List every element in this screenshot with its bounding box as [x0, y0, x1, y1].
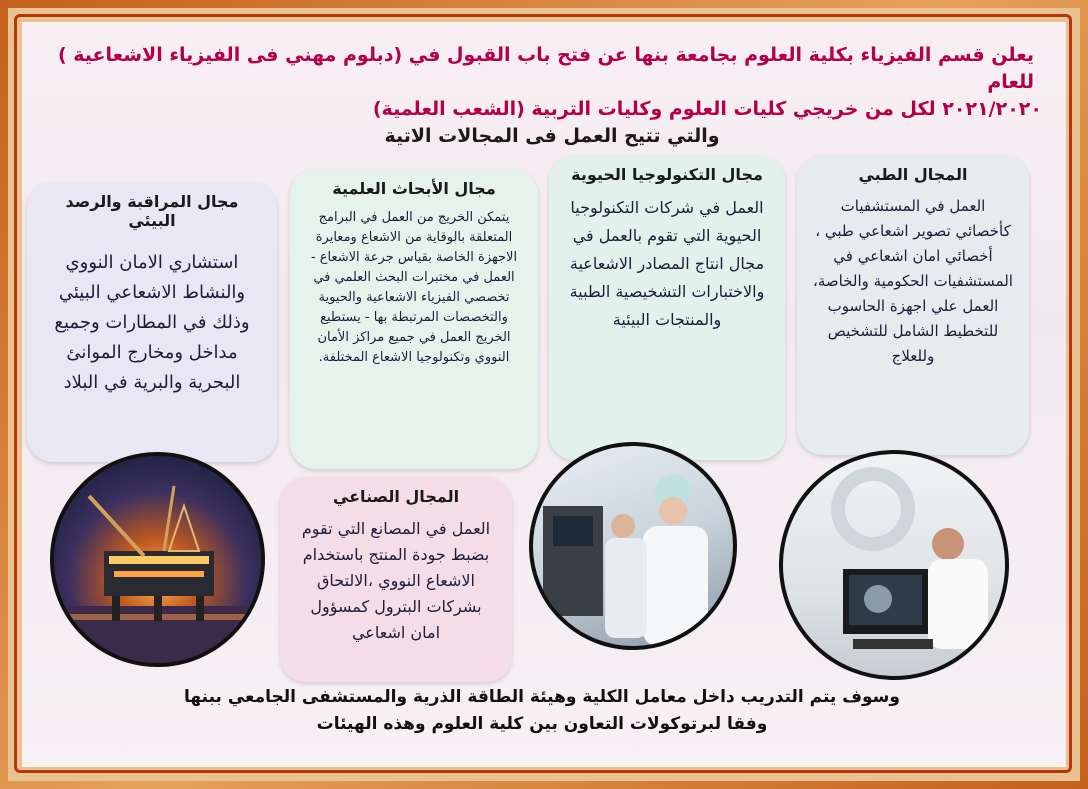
research-field-body: يتمكن الخريج من العمل في البرامج المتعلقة بالوقاية من الاشعاع ومعايرة الاجهزة الخاصة بقياس جرعة الاشعاع - العمل في مختبرات البحث العلمي في تخصصي الفيزياء الاشعاعية والحيوية والتخصصات المرتبطة بها - يستطيع الخريج العمل في جميع مراكز الأمان النووي وتكنولوجيا الاشعاع المختلفة. [310, 210, 518, 365]
biotech-field-body: العمل في شركات التكنولوجيا الحيوية التي تقوم بالعمل في مجال انتاج المصادر الاشعاعية والاختبارات التشخيصية الطبية والمنتجات البيئية [569, 198, 765, 329]
lab-image [529, 442, 737, 650]
footer-line-2: وفقا لبرتوكولات التعاون بين كلية العلوم وهذه الهيئات [316, 714, 768, 734]
research-field-title: مجال الأبحاث العلمية [332, 179, 496, 198]
oil-platform-illustration [54, 456, 261, 663]
monitoring-field-card [27, 182, 277, 462]
lab-illustration [533, 446, 733, 646]
monitoring-field-body: استشاري الامان النووي والنشاط الاشعاعي البيئي وذلك في المطارات وجميع مداخل ومخارج الموانئ البحرية والبرية في البلاد [54, 252, 250, 393]
fields-subheading: والتي تتيح العمل فى المجالات الاتية [384, 125, 720, 147]
header-line-1: يعلن قسم الفيزياء بكلية العلوم بجامعة بنها عن فتح باب القبول في (دبلوم مهني فى الفيزياء الاشعاعية ) للعام [57, 44, 1034, 93]
industry-field-card [280, 477, 512, 682]
hospital-illustration [783, 454, 1005, 676]
medical-field-body: العمل في المستشفيات كأخصائي تصوير اشعاعي طبي ، أخصائي امان اشعاعي في المستشفيات الحكومية والخاصة، العمل علي اجهزة الحاسوب للتخطيط الشامل للتشخيص وللعلاج [813, 197, 1013, 365]
footer-line-1: وسوف يتم التدريب داخل معامل الكلية وهيئة الطاقة الذرية والمستشفى الجامعي ببنها [184, 687, 900, 707]
industry-field-body: العمل في المصانع التي تقوم بضبط جودة المنتج باستخدام الاشعاع النووي ،الالتحاق بشركات البترول كمسؤول امان اشعاعي [301, 519, 491, 642]
hospital-image [779, 450, 1009, 680]
biotech-field-title: مجال التكنولوجيا الحيوية [571, 165, 763, 184]
announcement-header [42, 42, 1042, 123]
poster-sheet [22, 22, 1066, 767]
header-line-2: ٢٠٢١/٢٠٢٠ لكل من خريجي كليات العلوم وكليات التربية (الشعب العلمية) [372, 98, 1042, 120]
medical-field-title: المجال الطبي [858, 165, 968, 184]
research-field-card [290, 169, 538, 469]
biotech-field-card [549, 155, 785, 460]
medical-field-card [797, 155, 1029, 455]
industry-field-title: المجال الصناعي [332, 487, 460, 506]
monitoring-field-title: مجال المراقبة والرصد البيئي [65, 192, 239, 230]
training-footer [172, 684, 912, 738]
oil-platform-image [50, 452, 265, 667]
